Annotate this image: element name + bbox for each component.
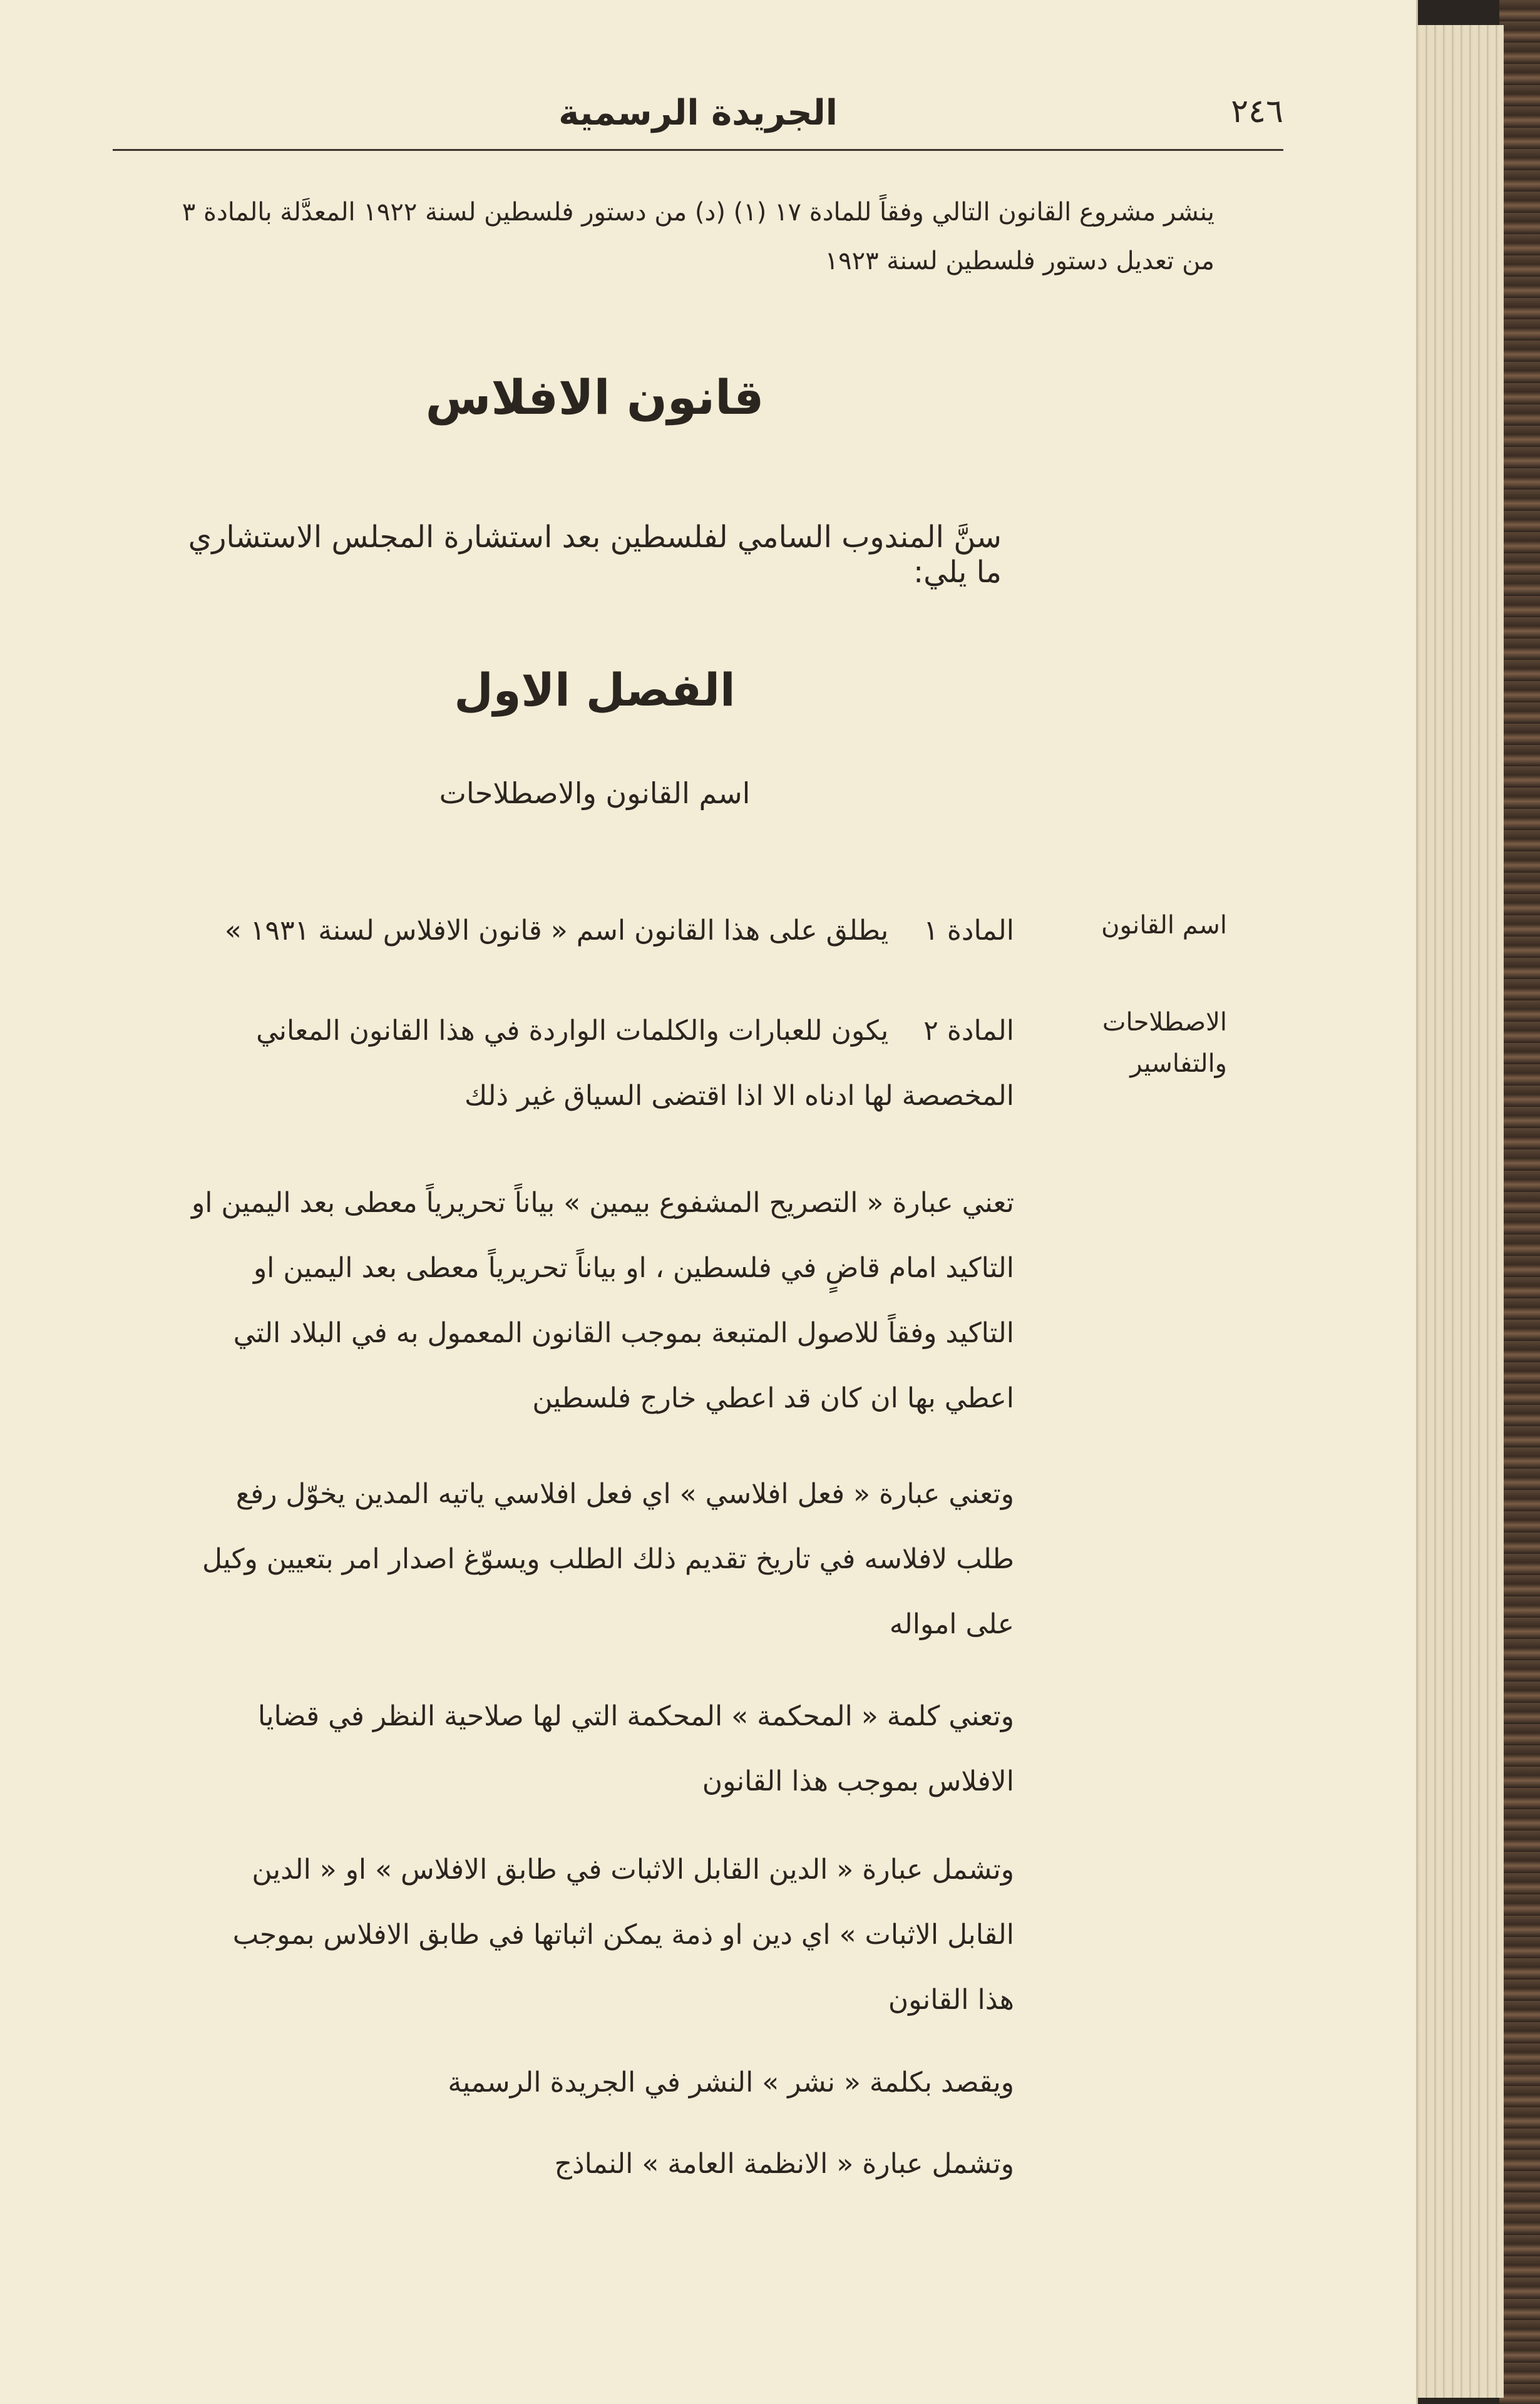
definition-general-rules: وتشمل عبارة « الانظمة العامة » النماذج xyxy=(554,2148,1014,2180)
law-title: قانون الافلاس xyxy=(425,369,764,425)
article-1 xyxy=(188,898,1014,963)
gazette-title: الجريدة الرسمية xyxy=(558,93,838,133)
definition-affidavit: تعني عبارة « التصريح المشفوع بيمين » بياناً تحريرياً معطى بعد اليمين او التاكيد امام قاضٍ في فلسطين ، او بياناً تحريرياً معطى بعد اليمين او التاكيد وفقاً للاصول المتبعة بموجب القانون المعمول به في البلاد التي اعطي بها ان كان قد اعطي خارج فلسطين xyxy=(191,1187,1014,1414)
article-label: المادة ٢ xyxy=(923,1015,1014,1047)
article-2 xyxy=(188,999,1014,1129)
running-header xyxy=(113,93,1283,143)
page-stack-edge xyxy=(1412,25,1504,2398)
chapter-title: الفصل الاول xyxy=(454,664,736,716)
chapter-subtitle: اسم القانون والاصطلاحات xyxy=(439,776,751,810)
article-label: المادة ١ xyxy=(923,915,1014,947)
page-number: ٢٤٦ xyxy=(1231,93,1283,130)
definition-provable-debt: وتشمل عبارة « الدين القابل الاثبات في طابق الافلاس » او « الدين القابل الاثبات » اي دين او ذمة يمكن اثباتها في طابق الافلاس بموجب هذا القانون xyxy=(232,1854,1014,2016)
side-note-article-2: الاصطلاحات والتفاسير xyxy=(1102,1008,1227,1078)
article-text: يطلق على هذا القانون اسم « قانون الافلاس لسنة ١٩٣١ » xyxy=(224,915,889,947)
header-rule xyxy=(113,149,1283,151)
article-text: يكون للعبارات والكلمات الواردة في هذا القانون المعاني المخصصة لها ادناه الا اذا اقتضى السياق غير ذلك xyxy=(256,1015,1014,1112)
side-note-article-1: اسم القانون xyxy=(1101,911,1227,940)
enactment-clause: سنَّ المندوب السامي لفلسطين بعد استشارة المجلس الاستشاري ما يلي: xyxy=(188,520,1002,590)
definition-act-of-bankruptcy: وتعني عبارة « فعل افلاسي » اي فعل افلاسي ياتيه المدين يخوّل رفع طلب لافلاسه في تاريخ تقديم ذلك الطلب ويسوّغ اصدار امر بتعيين وكيل على امواله xyxy=(202,1478,1014,1640)
book-cover-edge xyxy=(1499,0,1540,2404)
definition-publish: ويقصد بكلمة « نشر » النشر في الجريدة الرسمية xyxy=(448,2067,1014,2098)
publication-note: ينشر مشروع القانون التالي وفقاً للمادة ١٧ (١) (د) من دستور فلسطين لسنة ١٩٢٢ المعدَّلة بالمادة ٣ من تعديل دستور فلسطين لسنة ١٩٢٣ xyxy=(182,198,1214,275)
definition-court: وتعني كلمة « المحكمة » المحكمة التي لها صلاحية النظر في قضايا الافلاس بموجب هذا القانون xyxy=(257,1700,1014,1797)
